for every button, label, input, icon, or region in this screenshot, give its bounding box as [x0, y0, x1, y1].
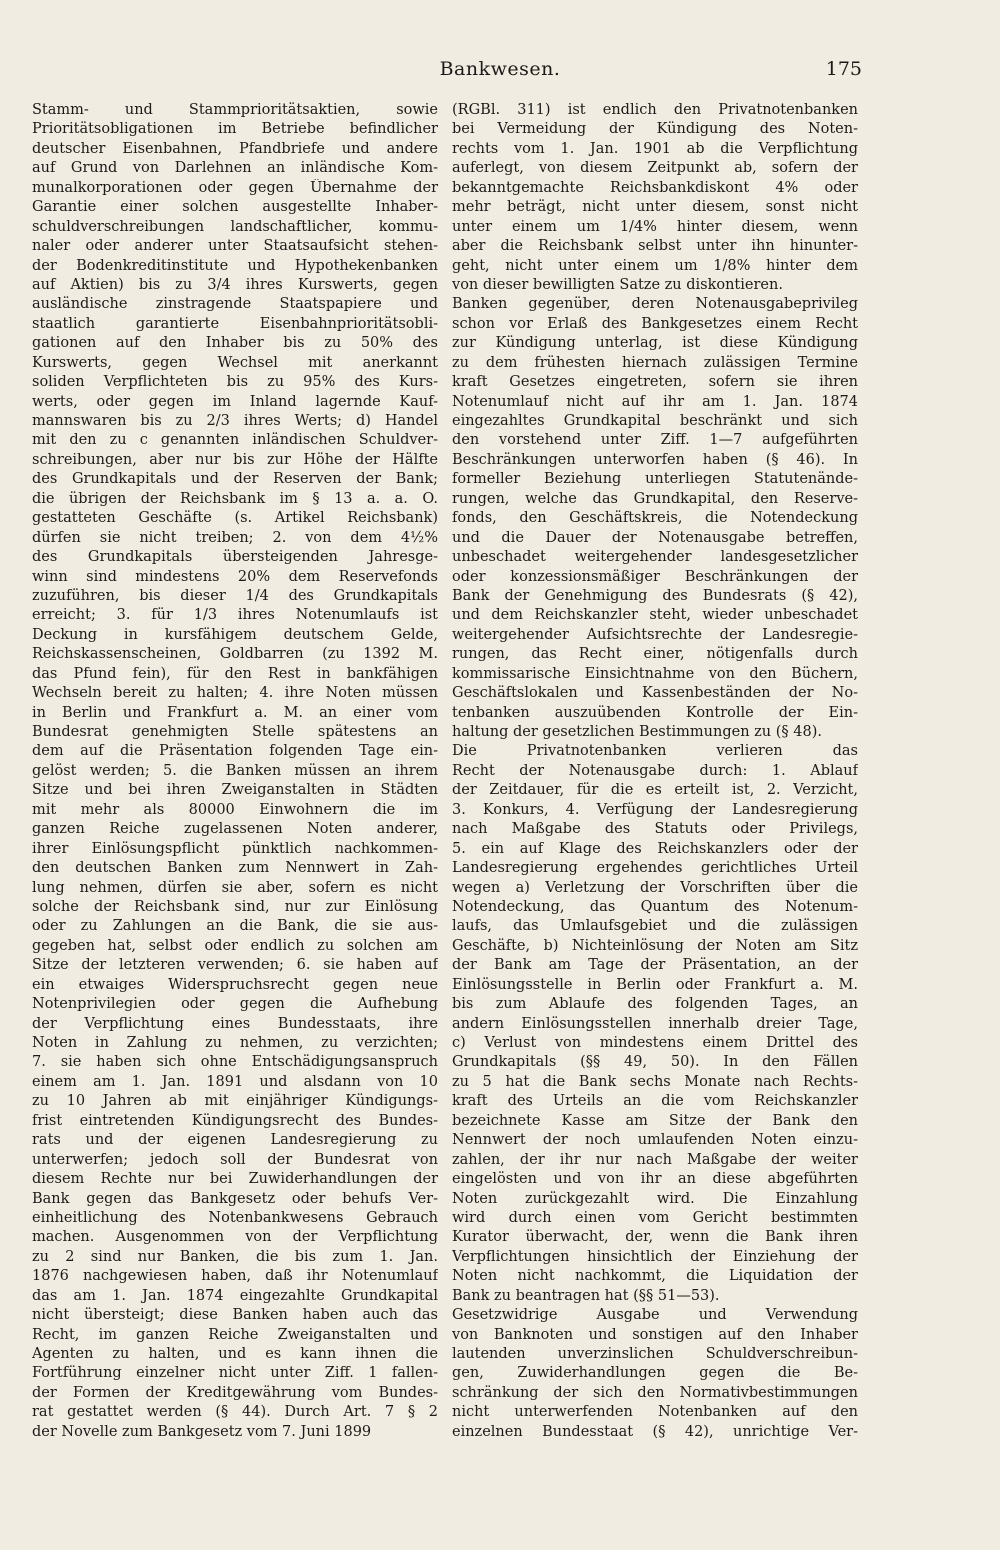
text-line: der Bodenkreditinstitute und Hypothekenbanken [32, 257, 438, 274]
text-line: 1876 nachgewiesen haben, daß ihr Notenumlauf [32, 1268, 438, 1285]
text-line: Bank zu beantragen hat (§§ 51—53). [452, 1287, 720, 1304]
text-line: ein etwaiges Widerspruchsrecht gegen neue [32, 976, 438, 993]
text-line: bis zum Ablaufe des folgenden Tages, an [452, 996, 858, 1013]
text-line: und dem Reichskanzler steht, wieder unbeschadet [452, 607, 858, 624]
text-line: von dieser bewilligten Satze zu diskontieren. [452, 276, 783, 293]
text-line: Einlösungsstelle in Berlin oder Frankfurt a. M. [452, 976, 858, 993]
text-line: gelöst werden; 5. die Banken müssen an ihrem [32, 762, 438, 779]
text-line: Bundesrat genehmigten Stelle spätestens an [32, 724, 438, 740]
text-line: 3. Konkurs, 4. Verfügung der Landesregierung [452, 801, 858, 818]
text-line: Kurswerts, gegen Wechsel mit anerkannt [32, 354, 438, 371]
text-line: gen, Zuwiderhandlungen gegen die Be- [452, 1365, 858, 1382]
text-line: schränkung der sich den Normativbestimmungen [452, 1384, 858, 1401]
text-line: Notenprivilegien oder gegen die Aufhebung [32, 996, 438, 1013]
text-line: Geschäftslokalen und Kassenbeständen der No- [452, 685, 858, 702]
text-line: bekanntgemachte Reichsbankdiskont 4% oder [452, 179, 858, 196]
text-line: zahlen, der ihr nur nach Maßgabe der weiter [452, 1151, 858, 1168]
text-line: mehr beträgt, nicht unter diesem, sonst nicht [452, 199, 858, 216]
text-line: gegeben hat, selbst oder endlich zu solchen am [32, 937, 438, 954]
text-line: der Bank am Tage der Präsentation, an der [452, 957, 858, 974]
text-line: mit mehr als 80000 Einwohnern die im [32, 801, 438, 818]
text-line: nicht übersteigt; diese Banken haben auch das [32, 1307, 438, 1324]
text-line: das Pfund fein), für den Rest in bankfähigen [32, 665, 438, 682]
text-line: rats und der eigenen Landesregierung zu [32, 1132, 438, 1149]
text-line: machen. Ausgenommen von der Verpflichtung [32, 1229, 438, 1246]
text-line: eingezahltes Grundkapital beschränkt und sich [452, 413, 858, 429]
text-line: dürfen sie nicht treiben; 2. von dem 4½% [32, 529, 438, 546]
text-line: rungen, welche das Grundkapital, den Reserve- [452, 490, 858, 507]
text-line: schon vor Erlaß des Bankgesetzes einem Recht [452, 315, 858, 332]
text-line: Landesregierung ergehendes gerichtliches Urteil [452, 860, 858, 877]
text-line: zu 10 Jahren ab mit einjähriger Kündigungs- [32, 1093, 438, 1110]
text-line: auf Aktien) bis zu 3/4 ihres Kurswerts, gegen [32, 276, 438, 293]
text-line: deutscher Eisenbahnen, Pfandbriefe und andere [32, 140, 438, 157]
text-line: Bank gegen das Bankgesetz oder behufs Ver- [32, 1190, 438, 1207]
text-line: ausländische zinstragende Staatspapiere und [32, 296, 438, 313]
text-line: gationen auf den Inhaber bis zu 50% des [32, 335, 438, 352]
text-line: kraft Gesetzes eingetreten, sofern sie ihren [452, 374, 858, 391]
text-line: der Verpflichtung eines Bundesstaats, ihre [32, 1015, 438, 1032]
text-line: Recht der Notenausgabe durch: 1. Ablauf [452, 762, 858, 779]
text-line: Noten in Zahlung zu nehmen, zu verzichten; [32, 1035, 438, 1051]
text-line: lautenden unverzinslichen Schuldverschreibun- [452, 1346, 858, 1362]
text-line: auf Grund von Darlehnen an inländische Kom- [32, 160, 438, 177]
text-line: Sitze und bei ihren Zweiganstalten in Städten [32, 782, 438, 799]
text-line: rungen, das Recht einer, nötigenfalls durch [452, 646, 858, 663]
text-line: rechts vom 1. Jan. 1901 ab die Verpflichtung [452, 140, 858, 157]
text-line: Nennwert der noch umlaufenden Noten einzu- [452, 1132, 858, 1149]
text-line: bezeichnete Kasse am Sitze der Bank den [452, 1112, 858, 1129]
text-line: Kurator überwacht, der, wenn die Bank ihren [452, 1229, 858, 1246]
text-line: geht, nicht unter einem um 1/8% hinter dem [452, 257, 858, 274]
text-line: munalkorporationen oder gegen Übernahme der [32, 179, 438, 196]
text-line: naler oder anderer unter Staatsaufsicht stehen- [32, 238, 438, 255]
text-line: nach Maßgabe des Statuts oder Privilegs, [452, 821, 858, 838]
text-line: staatlich garantierte Eisenbahnprioritätsobli- [32, 315, 438, 332]
text-line: Sitze der letzteren verwenden; 6. sie haben auf [32, 957, 438, 974]
text-line: eingelösten und von ihr an diese abgeführten [452, 1171, 858, 1188]
text-line: Banken gegenüber, deren Notenausgabeprivileg [452, 296, 858, 313]
text-line: Gesetzwidrige Ausgabe und Verwendung [452, 1307, 858, 1324]
text-line: zu 5 hat die Bank sechs Monate nach Rechts- [452, 1073, 858, 1090]
text-line: (RGBl. 311) ist endlich den Privatnotenbanken [452, 102, 858, 118]
text-line: das am 1. Jan. 1874 eingezahlte Grundkapital [32, 1287, 438, 1304]
text-line: zu dem frühesten hiernach zulässigen Termine [452, 354, 858, 371]
text-line: Verpflichtungen hinsichtlich der Einziehung der [452, 1248, 858, 1265]
text-line: Stamm- und Stammprioritätsaktien, sowie [32, 102, 438, 118]
left-text-column [32, 101, 438, 1442]
text-line: unterwerfen; jedoch soll der Bundesrat von [32, 1151, 438, 1168]
text-line: Grundkapitals (§§ 49, 50). In den Fällen [452, 1054, 858, 1071]
text-line: Noten zurückgezahlt wird. Die Einzahlung [452, 1190, 858, 1207]
text-line: Prioritätsobligationen im Betriebe befindlicher [32, 121, 438, 138]
text-line: die übrigen der Reichsbank im § 13 a. a. O. [32, 490, 438, 507]
text-line: Deckung in kursfähigem deutschem Gelde, [32, 626, 438, 643]
text-line: der Formen der Kreditgewährung vom Bundes- [32, 1384, 438, 1401]
text-line: ganzen Reiche zugelassenen Noten anderer, [32, 821, 438, 838]
text-line: von Banknoten und sonstigen auf den Inhaber [452, 1326, 858, 1343]
text-line: der Novelle zum Bankgesetz vom 7. Juni 1899 [32, 1423, 372, 1440]
text-line: laufs, das Umlaufsgebiet und die zulässigen [452, 918, 858, 935]
text-line: fonds, den Geschäftskreis, die Notendeckung [452, 510, 858, 527]
text-line: lung nehmen, dürfen sie aber, sofern es nicht [32, 879, 438, 896]
text-line: weitergehender Aufsichtsrechte der Landesregie- [452, 626, 858, 643]
text-line: einzelnen Bundesstaat (§ 42), unrichtige Ver- [452, 1423, 858, 1440]
text-line: dem auf die Präsentation folgenden Tage ein- [32, 743, 438, 760]
text-line: auferlegt, von diesem Zeitpunkt ab, sofern der [452, 160, 858, 177]
text-line: bei Vermeidung der Kündigung des Noten- [452, 121, 858, 138]
text-line: rat gestattet werden (§ 44). Durch Art. 7 § 2 [32, 1404, 438, 1421]
text-line: mit den zu c genannten inländischen Schuldver- [32, 432, 438, 449]
text-line: tenbanken auszuübenden Kontrolle der Ein- [452, 704, 858, 721]
page-header [0, 56, 1000, 86]
text-line: frist eintretenden Kündigungsrecht des Bundes- [32, 1112, 438, 1129]
text-line: und die Dauer der Notenausgabe betreffen, [452, 529, 858, 546]
text-line: Noten nicht nachkommt, die Liquidation der [452, 1268, 858, 1285]
text-line: Recht, im ganzen Reiche Zweiganstalten und [32, 1326, 438, 1343]
text-line: Agenten zu halten, und es kann ihnen die [32, 1346, 438, 1362]
right-text-column [452, 101, 858, 1442]
text-line: Notenumlauf nicht auf ihr am 1. Jan. 1874 [452, 393, 858, 410]
text-line: Beschränkungen unterworfen haben (§ 46). In [452, 451, 858, 468]
text-line: den vorstehend unter Ziff. 1—7 aufgeführten [452, 432, 858, 449]
text-line: ihrer Einlösungspflicht pünktlich nachkommen- [32, 840, 438, 857]
text-line: soliden Verpflichteten bis zu 95% des Kurs- [32, 374, 438, 391]
text-line: Geschäfte, b) Nichteinlösung der Noten am Sitz [452, 937, 858, 954]
text-line: der Zeitdauer, für die es erteilt ist, 2. Verzicht, [452, 782, 858, 799]
text-line: zuzuführen, bis dieser 1/4 des Grundkapitals [32, 587, 438, 604]
text-line: 5. ein auf Klage des Reichskanzlers oder der [452, 840, 858, 857]
text-line: mannswaren bis zu 2/3 ihres Werts; d) Handel [32, 413, 438, 429]
text-line: Wechseln bereit zu halten; 4. ihre Noten müssen [32, 685, 438, 702]
text-line: formeller Beziehung unterliegen Statutenände- [452, 471, 858, 488]
text-line: schreibungen, aber nur bis zur Höhe der Hälfte [32, 451, 438, 468]
text-line: solche der Reichsbank sind, nur zur Einlösung [32, 898, 438, 915]
text-line: oder konzessionsmäßiger Beschränkungen der [452, 568, 858, 585]
text-line: schuldverschreibungen landschaftlicher, kommu- [32, 218, 438, 235]
text-line: einem am 1. Jan. 1891 und alsdann von 10 [32, 1073, 438, 1090]
text-line: nicht unterwerfenden Notenbanken auf den [452, 1404, 858, 1421]
text-line: unter einem um 1/4% hinter diesem, wenn [452, 218, 858, 235]
running-title: Bankwesen. [439, 58, 561, 80]
text-line: Fortführung einzelner nicht unter Ziff. 1 fallen- [32, 1365, 438, 1382]
text-line: zur Kündigung unterlag, ist diese Kündigung [452, 335, 858, 352]
text-line: haltung der gesetzlichen Bestimmungen zu (§ 48). [452, 724, 822, 740]
text-line: Reichskassenscheinen, Goldbarren (zu 1392 M. [32, 646, 438, 663]
text-line: Die Privatnotenbanken verlieren das [452, 743, 858, 760]
text-line: winn sind mindestens 20% dem Reservefonds [32, 568, 438, 585]
text-line: diesem Rechte nur bei Zuwiderhandlungen der [32, 1171, 438, 1188]
text-line: andern Einlösungsstellen innerhalb dreier Tage, [452, 1015, 858, 1032]
text-line: 7. sie haben sich ohne Entschädigungsanspruch [32, 1054, 438, 1071]
text-line: den deutschen Banken zum Nennwert in Zah- [32, 860, 438, 877]
text-line: c) Verlust von mindestens einem Drittel des [452, 1035, 858, 1051]
text-line: gestatteten Geschäfte (s. Artikel Reichsbank) [32, 510, 438, 527]
text-line: wegen a) Verletzung der Vorschriften über die [452, 879, 858, 896]
text-line: wird durch einen vom Gericht bestimmten [452, 1209, 858, 1226]
text-line: werts, oder gegen im Inland lagernde Kauf- [32, 393, 438, 410]
text-line: oder zu Zahlungen an die Bank, die sie aus- [32, 918, 438, 935]
text-line: des Grundkapitals übersteigenden Jahresge- [32, 549, 438, 566]
text-line: des Grundkapitals und der Reserven der Bank; [32, 471, 438, 488]
page-number: 175 [825, 58, 862, 80]
text-line: Garantie einer solchen ausgestellte Inhaber- [32, 199, 438, 216]
text-line: kommissarische Einsichtnahme von den Büchern, [452, 665, 858, 682]
text-line: Bank der Genehmigung des Bundesrats (§ 42), [452, 587, 858, 604]
text-line: Notendeckung, das Quantum des Notenum- [452, 898, 858, 915]
text-line: kraft des Urteils an die vom Reichskanzler [452, 1093, 858, 1110]
text-line: einheitlichung des Notenbankwesens Gebrauch [32, 1209, 438, 1226]
text-line: unbeschadet weitergehender landesgesetzlicher [452, 549, 858, 566]
text-line: erreicht; 3. für 1/3 ihres Notenumlaufs ist [32, 607, 438, 624]
text-line: zu 2 sind nur Banken, die bis zum 1. Jan. [32, 1248, 438, 1265]
text-line: aber die Reichsbank selbst unter ihn hinunter- [452, 238, 858, 255]
text-line: in Berlin und Frankfurt a. M. an einer vom [32, 704, 438, 721]
